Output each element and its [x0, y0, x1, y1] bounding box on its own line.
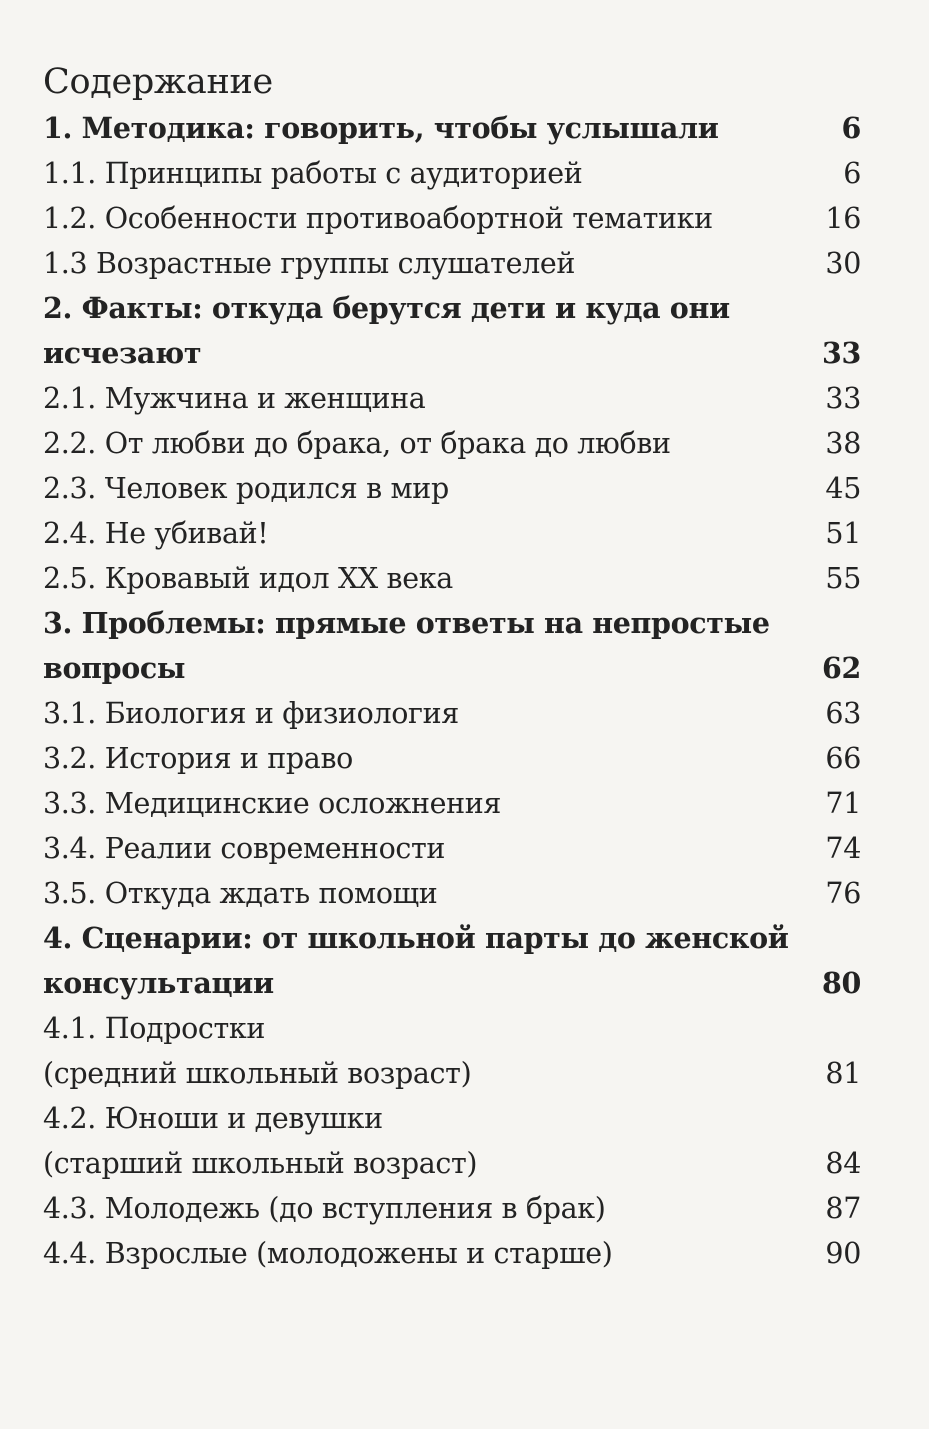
- toc-page-number: 33: [825, 382, 861, 415]
- toc-page-number: 76: [825, 877, 861, 910]
- toc-entry-title-line: 4.1. Подростки: [43, 1012, 266, 1045]
- toc-page-number: 87: [825, 1192, 861, 1225]
- toc-entry-title-line: 2. Факты: откуда берутся дети и куда они: [43, 291, 730, 325]
- toc-section-entry: [43, 781, 861, 826]
- table-of-contents: [43, 58, 861, 1276]
- toc-section-entry: [43, 1231, 861, 1276]
- toc-section-entry: [43, 241, 861, 286]
- toc-entry-title-line: 4.2. Юноши и девушки: [43, 1102, 383, 1135]
- toc-chapter-entry: [43, 106, 861, 151]
- toc-section-entry: [43, 196, 861, 241]
- toc-entry-title: [43, 691, 825, 736]
- toc-entry-title: [43, 241, 825, 286]
- toc-section-entry: [43, 556, 861, 601]
- toc-entry-title: [43, 1096, 825, 1186]
- toc-page-number: 66: [825, 742, 861, 775]
- toc-entry-title: [43, 556, 825, 601]
- toc-entry-title-line: 3.1. Биология и физиология: [43, 697, 459, 730]
- toc-entry-title: [43, 826, 825, 871]
- toc-entry-title-line: (средний школьный возраст): [43, 1057, 472, 1090]
- toc-entry-title: [43, 421, 825, 466]
- toc-section-entry: [43, 376, 861, 421]
- toc-section-entry: [43, 151, 861, 196]
- toc-entry-title: [43, 916, 822, 1006]
- toc-section-entry: [43, 691, 861, 736]
- toc-entry-title: [43, 781, 825, 826]
- toc-entry-title-line: исчезают: [43, 336, 202, 370]
- toc-entry-title-line: 3.2. История и право: [43, 742, 353, 775]
- toc-page-number: 63: [825, 697, 861, 730]
- toc-page-number: 33: [822, 336, 861, 370]
- toc-section-entry: [43, 1096, 861, 1186]
- toc-entry-title-line: 4.3. Молодежь (до вступления в брак): [43, 1192, 606, 1225]
- toc-entry-title-line: 4.4. Взрослые (молодожены и старше): [43, 1237, 613, 1270]
- toc-section-entry: [43, 871, 861, 916]
- toc-section-entry: [43, 421, 861, 466]
- toc-entry-title-line: консультации: [43, 966, 274, 1000]
- toc-section-entry: [43, 466, 861, 511]
- toc-entry-title: [43, 1006, 825, 1096]
- toc-entry-title-line: 2.2. От любви до брака, от брака до любви: [43, 427, 671, 460]
- toc-page-number: 71: [825, 787, 861, 820]
- toc-entry-title: [43, 511, 825, 556]
- toc-page-number: 6: [841, 111, 861, 145]
- toc-entries: [43, 106, 861, 1276]
- toc-section-entry: [43, 736, 861, 781]
- toc-entry-title-line: (старший школьный возраст): [43, 1147, 478, 1180]
- toc-entry-title-line: 4. Сценарии: от школьной парты до женской: [43, 921, 789, 955]
- toc-page-number: 80: [822, 966, 861, 1000]
- toc-entry-title-line: 3.5. Откуда ждать помощи: [43, 877, 438, 910]
- toc-section-entry: [43, 1186, 861, 1231]
- toc-entry-title: [43, 151, 843, 196]
- toc-section-entry: [43, 1006, 861, 1096]
- toc-entry-title-line: 3.3. Медицинские осложнения: [43, 787, 502, 820]
- toc-entry-title: [43, 286, 822, 376]
- toc-section-entry: [43, 826, 861, 871]
- toc-entry-title-line: 1.1. Принципы работы с аудиторией: [43, 157, 583, 190]
- toc-page-number: 30: [825, 247, 861, 280]
- toc-entry-title: [43, 196, 825, 241]
- toc-entry-title-line: 1. Методика: говорить, чтобы услышали: [43, 111, 719, 145]
- toc-page-number: 38: [825, 427, 861, 460]
- toc-entry-title-line: 2.3. Человек родился в мир: [43, 472, 449, 505]
- toc-page-number: 6: [843, 157, 861, 190]
- toc-entry-title: [43, 736, 825, 781]
- toc-entry-title: [43, 1186, 825, 1231]
- toc-entry-title-line: 3.4. Реалии современности: [43, 832, 446, 865]
- toc-entry-title-line: 2.4. Не убивай!: [43, 517, 269, 550]
- toc-page-number: 55: [825, 562, 861, 595]
- toc-page-number: 74: [825, 832, 861, 865]
- toc-entry-title-line: 2.1. Мужчина и женщина: [43, 382, 426, 415]
- toc-entry-title: [43, 601, 822, 691]
- toc-entry-title: [43, 466, 825, 511]
- toc-page-number: 90: [825, 1237, 861, 1270]
- toc-entry-title-line: 1.2. Особенности противоабортной тематики: [43, 202, 713, 235]
- toc-entry-title: [43, 376, 825, 421]
- toc-entry-title-line: вопросы: [43, 651, 186, 685]
- toc-chapter-entry: [43, 286, 861, 376]
- toc-heading: Содержание: [43, 62, 273, 102]
- toc-page-number: 84: [825, 1147, 861, 1180]
- toc-chapter-entry: [43, 916, 861, 1006]
- toc-section-entry: [43, 511, 861, 556]
- toc-entry-title: [43, 1231, 825, 1276]
- toc-page-number: 16: [825, 202, 861, 235]
- toc-entry-title-line: 2.5. Кровавый идол XX века: [43, 562, 453, 595]
- toc-page-number: 81: [825, 1057, 861, 1090]
- toc-entry-title-line: 3. Проблемы: прямые ответы на непростые: [43, 606, 770, 640]
- toc-entry-title: [43, 106, 842, 151]
- toc-page-number: 62: [822, 651, 861, 685]
- toc-chapter-entry: [43, 601, 861, 691]
- toc-entry-title-line: 1.3 Возрастные группы слушателей: [43, 247, 575, 280]
- toc-page-number: 45: [825, 472, 861, 505]
- toc-entry-title: [43, 871, 825, 916]
- toc-page-number: 51: [825, 517, 861, 550]
